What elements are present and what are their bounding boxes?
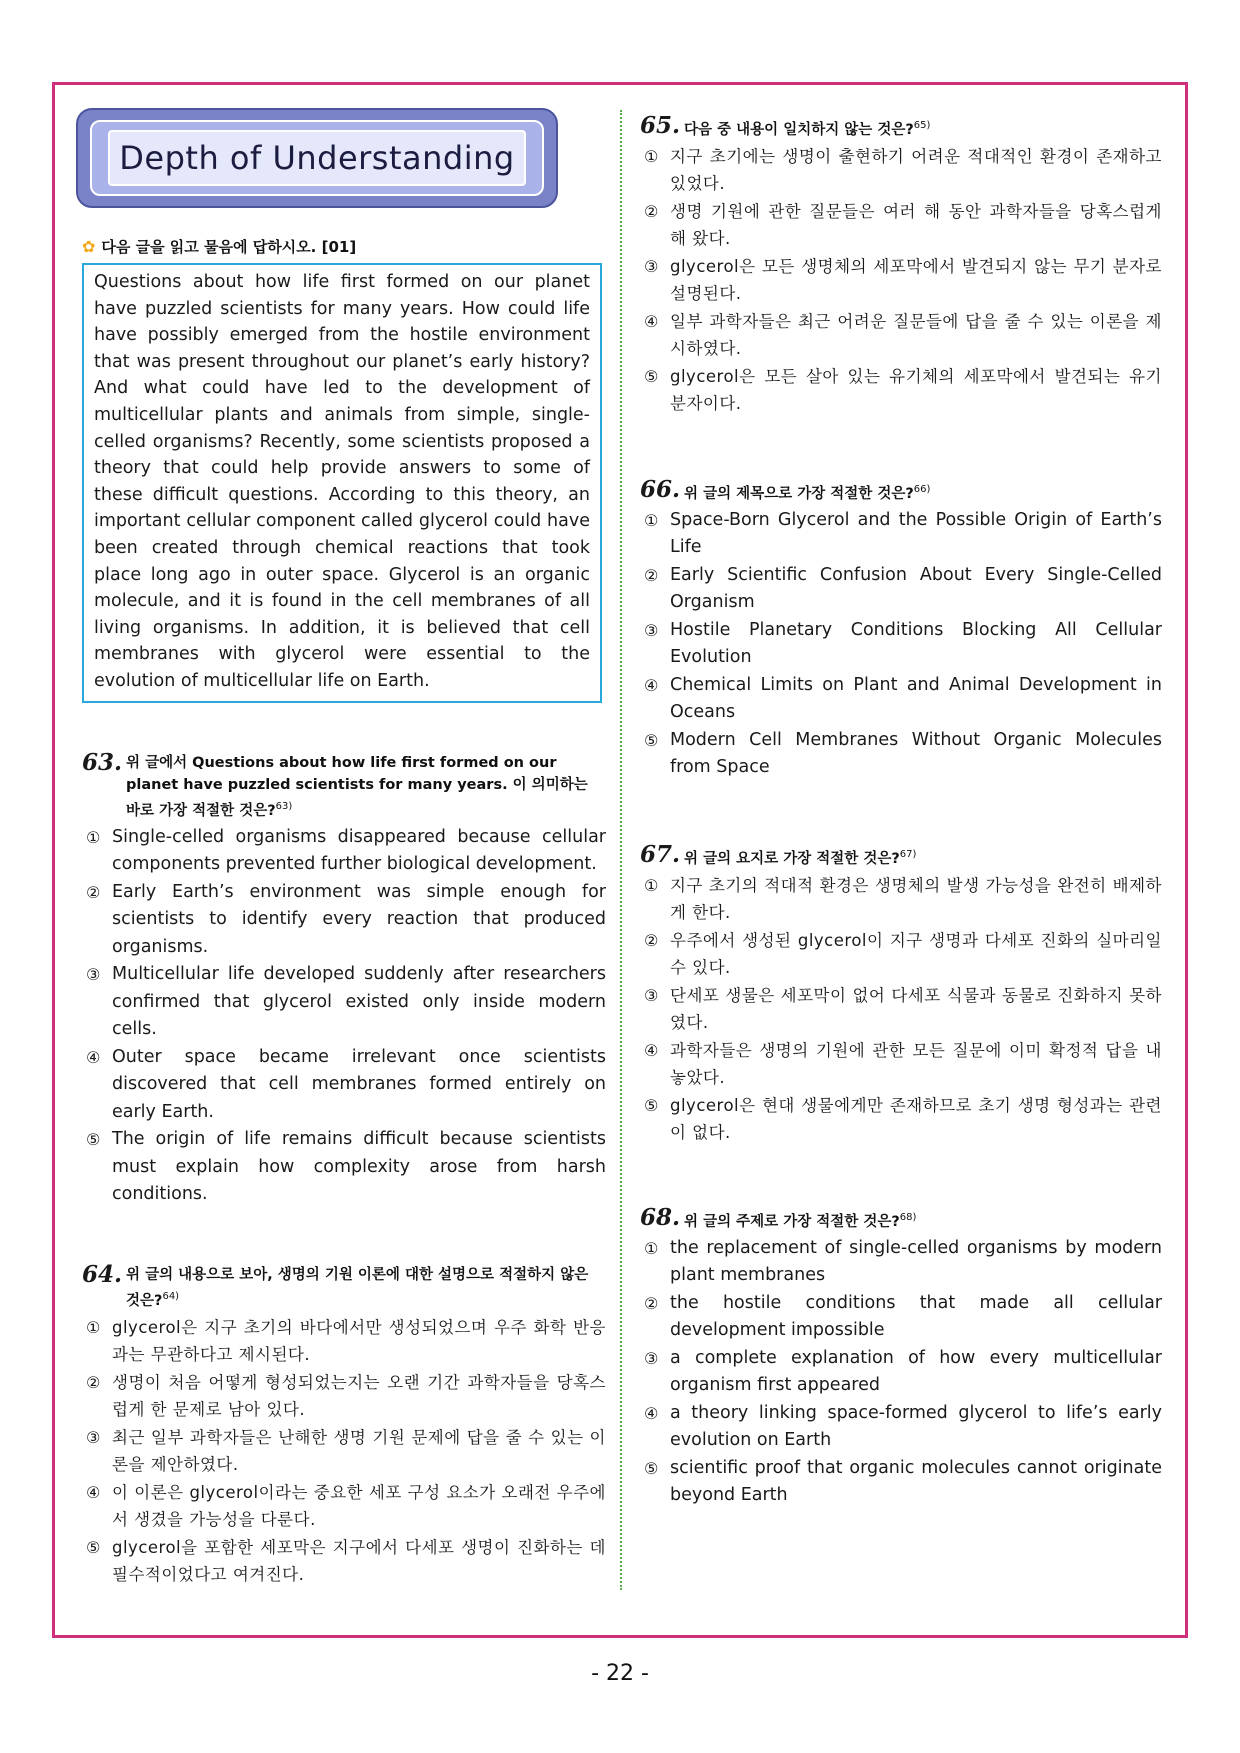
option-text: glycerol은 지구 초기의 바다에서만 생성되었으며 우주 화학 반응과는 무관하다고 제시된다. (112, 1317, 606, 1365)
answer-options (82, 824, 606, 1209)
option-marker: ③ (86, 1427, 101, 1447)
option-marker: ⑤ (644, 730, 659, 750)
question-note: 64) (162, 1291, 180, 1302)
answer-options (640, 507, 1162, 782)
option-marker: ② (644, 930, 659, 950)
option-marker: ③ (644, 620, 659, 640)
question-note: 68) (899, 1212, 917, 1223)
option-text: 일부 과학자들은 최근 어려운 질문들에 답을 줄 수 있는 이론을 제시하였다. (670, 311, 1162, 359)
question-number: 67. (640, 841, 681, 868)
answer-option[interactable] (640, 727, 1162, 782)
question-stem-wrap (684, 479, 1162, 505)
option-marker: ⑤ (86, 1130, 101, 1150)
question-stem: 위 글의 요지로 가장 적절한 것은? (684, 850, 900, 867)
passage-instruction (82, 236, 356, 257)
option-text: a theory linking space-formed glycerol to life’s early evolution on Earth (670, 1402, 1162, 1451)
option-marker: ④ (86, 1482, 101, 1502)
option-text: glycerol은 현대 생물에게만 존재하므로 초기 생명 형성과는 관련이 없다. (670, 1095, 1162, 1143)
question-header (82, 749, 606, 822)
option-marker: ③ (644, 985, 659, 1005)
option-text: glycerol은 모든 살아 있는 유기체의 세포막에서 발견되는 유기 분자이다. (670, 366, 1162, 414)
page-number: - 22 - (591, 1661, 649, 1686)
question-header (640, 1204, 1162, 1233)
answer-option[interactable] (640, 363, 1162, 418)
question-note: 63) (275, 801, 293, 812)
answer-option[interactable] (640, 617, 1162, 672)
answer-option[interactable] (640, 308, 1162, 363)
question-67 (640, 841, 1162, 1147)
answer-option[interactable] (82, 1424, 606, 1479)
option-marker: ④ (86, 1047, 101, 1067)
answer-option[interactable] (82, 1044, 606, 1127)
answer-options (82, 1314, 606, 1589)
option-text: scientific proof that organic molecules cannot originate beyond Earth (670, 1457, 1162, 1506)
option-marker: ② (86, 1372, 101, 1392)
question-65 (640, 112, 1162, 418)
question-note: 67) (899, 849, 917, 860)
answer-option[interactable] (82, 824, 606, 879)
option-text: Multicellular life developed suddenly after researchers confirmed that glycerol existed only inside modern cells. (112, 964, 606, 1040)
option-text: Modern Cell Membranes Without Organic Molecules from Space (670, 729, 1162, 778)
reading-passage: Questions about how life first formed on our planet have puzzled scientists for many years. How could life have possibly emerged from the hostile environment that was present throughout our planet’s early history? And what could have led to the development of multicellular plants and animals from simple, single-celled organisms? Recently, some scientists proposed a theory that could help provide answers to some of these difficult questions. According to this theory, an important cellular component called glycerol could have been created through chemical reactions that took place long ago in outer space. Glycerol is an organic molecule, and it is found in the cell membranes of all living organisms. In addition, it is believed that cell membranes with glycerol were essential to the evolution of multicellular life on Earth. (82, 263, 602, 703)
column-divider (620, 110, 622, 1590)
question-header (82, 1261, 606, 1312)
option-text: 지구 초기에는 생명이 출현하기 어려운 적대적인 환경이 존재하고 있었다. (670, 146, 1162, 194)
option-marker: ⑤ (644, 366, 659, 386)
answer-options (640, 143, 1162, 418)
option-marker: ① (644, 510, 659, 530)
option-text: 생명 기원에 관한 질문들은 여러 해 동안 과학자들을 당혹스럽게 해 왔다. (670, 201, 1162, 249)
answer-option[interactable] (640, 1400, 1162, 1455)
question-stem-wrap (684, 844, 1162, 870)
option-marker: ⑤ (644, 1095, 659, 1115)
answer-option[interactable] (640, 672, 1162, 727)
section-banner (76, 108, 558, 208)
question-note: 65) (913, 120, 931, 131)
option-marker: ① (86, 827, 101, 847)
option-marker: ⑤ (86, 1537, 101, 1557)
option-marker: ① (644, 146, 659, 166)
option-text: Chemical Limits on Plant and Animal Development in Oceans (670, 674, 1162, 723)
question-stem: 다음 중 내용이 일치하지 않는 것은? (684, 121, 914, 138)
option-text: 이 이론은 glycerol이라는 중요한 세포 구성 요소가 오래전 우주에서 생겼을 가능성을 다룬다. (112, 1482, 606, 1530)
question-number: 65. (640, 112, 681, 139)
answer-option[interactable] (640, 143, 1162, 198)
option-marker: ② (86, 882, 101, 902)
answer-option[interactable] (640, 1345, 1162, 1400)
option-marker: ④ (644, 311, 659, 331)
answer-option[interactable] (640, 562, 1162, 617)
answer-option[interactable] (82, 879, 606, 962)
answer-options (640, 872, 1162, 1147)
question-number: 66. (640, 476, 681, 503)
question-header (640, 841, 1162, 870)
option-text: 생명이 처음 어떻게 형성되었는지는 오랜 기간 과학자들을 당혹스럽게 한 문제로 남아 있다. (112, 1372, 606, 1420)
question-header (640, 112, 1162, 141)
option-text: Early Earth’s environment was simple enough for scientists to identify every reaction that produced organisms. (112, 881, 606, 957)
option-marker: ④ (644, 675, 659, 695)
question-68 (640, 1204, 1162, 1510)
answer-option[interactable] (640, 1290, 1162, 1345)
question-64 (82, 1261, 606, 1589)
option-text: glycerol은 모든 생명체의 세포막에서 발견되지 않는 무기 분자로 설명된다. (670, 256, 1162, 304)
option-text: 지구 초기의 적대적 환경은 생명체의 발생 가능성을 완전히 배제하게 한다. (670, 875, 1162, 923)
option-marker: ② (644, 201, 659, 221)
option-text: Outer space became irrelevant once scientists discovered that cell membranes formed entirely on early Earth. (112, 1046, 606, 1122)
answer-option[interactable] (640, 507, 1162, 562)
answer-options (640, 1235, 1162, 1510)
question-stem-wrap (684, 1207, 1162, 1233)
instruction-text: 다음 글을 읽고 물음에 답하시오. [01] (101, 238, 357, 256)
question-stem: 위 글의 내용으로 보아, 생명의 기원 이론에 대한 설명으로 적절하지 않은 것은? (126, 1267, 589, 1309)
option-marker: ③ (644, 256, 659, 276)
option-text: 단세포 생물은 세포막이 없어 다세포 식물과 동물로 진화하지 못하였다. (670, 985, 1162, 1033)
question-66 (640, 476, 1162, 782)
answer-option[interactable] (640, 1092, 1162, 1147)
option-marker: ② (644, 565, 659, 585)
option-marker: ① (86, 1317, 101, 1337)
answer-option[interactable] (82, 1314, 606, 1369)
question-stem: 위 글의 주제로 가장 적절한 것은? (684, 1213, 900, 1230)
answer-option[interactable] (640, 982, 1162, 1037)
option-text: glycerol을 포함한 세포막은 지구에서 다세포 생명이 진화하는 데 필수적이었다고 여겨진다. (112, 1537, 606, 1585)
option-marker: ① (644, 1238, 659, 1258)
option-text: Space-Born Glycerol and the Possible Origin of Earth’s Life (670, 509, 1162, 558)
answer-option[interactable] (640, 872, 1162, 927)
answer-option[interactable] (82, 1479, 606, 1534)
question-stem: 위 글에서 Questions about how life first formed on our planet have puzzled scientists for many years. 이 의미하는 바로 가장 적절한 것은? (126, 755, 588, 819)
option-marker: ③ (644, 1348, 659, 1368)
question-note: 66) (913, 484, 931, 495)
answer-option[interactable] (640, 198, 1162, 253)
option-text: the replacement of single-celled organisms by modern plant membranes (670, 1237, 1162, 1286)
banner-title: Depth of Understanding (119, 139, 515, 177)
question-number: 68. (640, 1204, 681, 1231)
option-text: Early Scientific Confusion About Every Single-Celled Organism (670, 564, 1162, 613)
question-stem-wrap (126, 1264, 606, 1312)
question-63 (82, 749, 606, 1209)
option-text: Single-celled organisms disappeared because cellular components prevented further biological development. (112, 826, 606, 875)
option-text: the hostile conditions that made all cellular development impossible (670, 1292, 1162, 1341)
option-marker: ② (644, 1293, 659, 1313)
question-number: 64. (82, 1261, 123, 1288)
answer-option[interactable] (640, 253, 1162, 308)
option-marker: ④ (644, 1040, 659, 1060)
flower-icon: ✿ (82, 237, 96, 256)
banner-panel (108, 130, 526, 186)
option-marker: ⑤ (644, 1458, 659, 1478)
question-stem-wrap (684, 115, 1162, 141)
answer-option[interactable] (82, 1534, 606, 1589)
answer-option[interactable] (640, 927, 1162, 982)
answer-option[interactable] (82, 1369, 606, 1424)
question-stem: 위 글의 제목으로 가장 적절한 것은? (684, 485, 914, 502)
question-stem-wrap (126, 752, 606, 822)
option-marker: ④ (644, 1403, 659, 1423)
option-text: 과학자들은 생명의 기원에 관한 모든 질문에 이미 확정적 답을 내놓았다. (670, 1040, 1162, 1088)
answer-option[interactable] (640, 1455, 1162, 1510)
answer-option[interactable] (82, 1126, 606, 1209)
option-text: The origin of life remains difficult because scientists must explain how complexity arose from harsh conditions. (112, 1129, 606, 1205)
answer-option[interactable] (82, 961, 606, 1044)
option-text: a complete explanation of how every multicellular organism first appeared (670, 1347, 1162, 1396)
option-marker: ① (644, 875, 659, 895)
option-text: 최근 일부 과학자들은 난해한 생명 기원 문제에 답을 줄 수 있는 이론을 제안하였다. (112, 1427, 606, 1475)
option-text: Hostile Planetary Conditions Blocking All Cellular Evolution (670, 619, 1162, 668)
option-text: 우주에서 생성된 glycerol이 지구 생명과 다세포 진화의 실마리일 수 있다. (670, 930, 1162, 978)
option-marker: ③ (86, 965, 101, 985)
answer-option[interactable] (640, 1037, 1162, 1092)
answer-option[interactable] (640, 1235, 1162, 1290)
question-number: 63. (82, 749, 123, 776)
banner-frame (90, 120, 544, 196)
question-header (640, 476, 1162, 505)
